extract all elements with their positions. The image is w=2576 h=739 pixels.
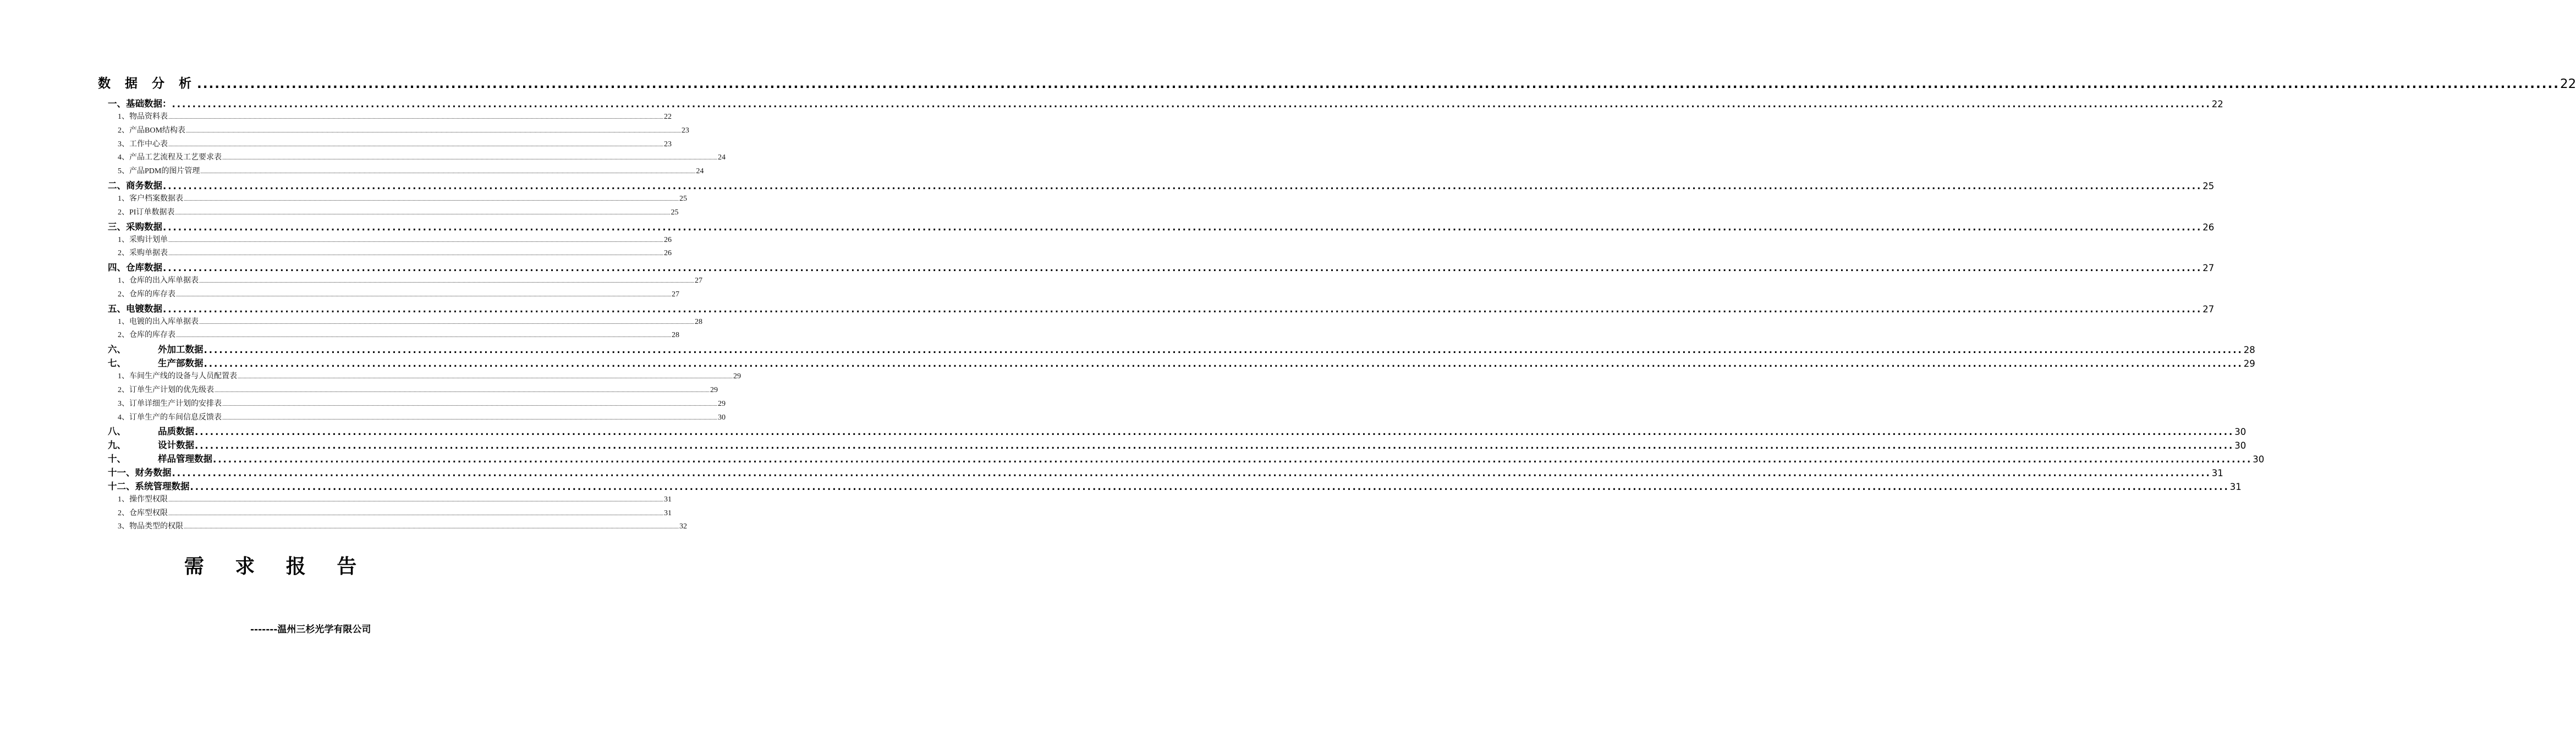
dot-leader: ................................................................................................................................................................................................................................................................................................................................................................................................................ bbox=[163, 222, 2202, 233]
toc-entry-page: 23 bbox=[681, 126, 689, 135]
toc-entry-title: 1、客户档案数据表 bbox=[118, 194, 183, 203]
toc-entry-page: 24 bbox=[696, 167, 704, 176]
toc-item-entry[interactable] bbox=[118, 206, 679, 217]
toc-entry-page: 27 bbox=[672, 290, 679, 299]
toc-entry-title: 2、订单生产计划的优先级表 bbox=[118, 385, 214, 394]
dot-leader: ................................................................................................................................................................................................................................................................................................................................................................................................................ bbox=[163, 263, 2202, 274]
toc-entry-title: 4、订单生产的车间信息反馈表 bbox=[118, 413, 222, 422]
toc-item-entry[interactable] bbox=[118, 274, 702, 285]
toc-entry-title: 1、操作型权限 bbox=[118, 495, 168, 504]
toc-entry-title: 1、仓库的出入库单据表 bbox=[118, 277, 199, 285]
toc-item-entry[interactable] bbox=[118, 384, 718, 395]
toc-section-entry[interactable] bbox=[108, 302, 2215, 315]
toc-section-entry[interactable] bbox=[108, 425, 2247, 438]
toc-entry-number: 八、 bbox=[108, 426, 126, 437]
dot-leader: ................................................................................................................................................................................................................................................................................................................................................................................................................ bbox=[163, 304, 2202, 315]
toc-entry-page: 32 bbox=[679, 522, 687, 531]
toc-item-entry[interactable] bbox=[118, 288, 679, 299]
toc-entry-page: 29 bbox=[718, 399, 726, 408]
dot-leader: ................................................................................................................................................................................................................................................................................................................................................................................................................ bbox=[204, 345, 2243, 356]
toc-item-entry[interactable] bbox=[118, 411, 726, 422]
dot-leader: ................................................................................................................................................................................................................................................................................................................................................................................................................ bbox=[176, 333, 671, 339]
toc-entry-page: 31 bbox=[664, 495, 672, 504]
toc-item-entry[interactable] bbox=[118, 247, 672, 258]
dot-leader: ................................................................................................................................................................................................................................................................................................................................................................................................................ bbox=[238, 374, 733, 379]
toc-entry-page: 30 bbox=[718, 413, 726, 422]
toc-entry-title: 1、车间生产线的设备与人员配置表 bbox=[118, 372, 237, 380]
dot-leader: ................................................................................................................................................................................................................................................................................................................................................................................................................ bbox=[222, 155, 717, 161]
dot-leader: ................................................................................................................................................................................................................................................................................................................................................................................................................ bbox=[199, 278, 694, 284]
toc-section-entry[interactable] bbox=[108, 480, 2242, 492]
toc-entry-number: 十、 bbox=[108, 454, 126, 465]
toc-entry-title bbox=[108, 356, 204, 369]
toc-section-entry[interactable] bbox=[108, 97, 2223, 109]
toc-entry-title: 1、电镀的出入库单据表 bbox=[118, 317, 199, 326]
toc-entry-title: 2、仓库的库存表 bbox=[118, 290, 175, 299]
toc-entry-title: 四、仓库数据 bbox=[108, 262, 162, 273]
toc-entry-number: 七、 bbox=[108, 358, 126, 369]
toc-entry-page: 29 bbox=[2243, 359, 2255, 370]
toc-item-entry[interactable] bbox=[118, 192, 687, 203]
toc-entry-page: 30 bbox=[2234, 427, 2247, 438]
toc-entry-page: 28 bbox=[672, 331, 679, 340]
dot-leader: ................................................................................................................................................................................................................................................................................................................................................................................................................ bbox=[197, 77, 2559, 91]
toc-entry-title: 3、物品类型的权限 bbox=[118, 522, 183, 531]
dot-leader: ................................................................................................................................................................................................................................................................................................................................................................................................................ bbox=[204, 359, 2243, 370]
dot-leader: ................................................................................................................................................................................................................................................................................................................................................................................................................ bbox=[190, 481, 2229, 492]
dot-leader: ................................................................................................................................................................................................................................................................................................................................................................................................................ bbox=[222, 401, 717, 407]
dot-leader: ................................................................................................................................................................................................................................................................................................................................................................................................................ bbox=[184, 196, 679, 202]
toc-item-entry[interactable] bbox=[118, 234, 672, 245]
dot-leader: ................................................................................................................................................................................................................................................................................................................................................................................................................ bbox=[168, 497, 663, 503]
toc-entry-text: 品质数据 bbox=[158, 426, 194, 437]
dot-leader: ................................................................................................................................................................................................................................................................................................................................................................................................................ bbox=[199, 319, 694, 325]
toc-heading-page: 22 bbox=[2559, 77, 2576, 91]
toc-entry-title: 4、产品工艺流程及工艺要求表 bbox=[118, 153, 222, 162]
toc-entry-page: 29 bbox=[710, 385, 718, 394]
toc-entry-page: 28 bbox=[2243, 345, 2255, 356]
toc-entry-page: 25 bbox=[679, 194, 687, 203]
toc-entry-number: 九、 bbox=[108, 440, 126, 451]
dot-leader: ................................................................................................................................................................................................................................................................................................................................................................................................................ bbox=[195, 427, 2234, 438]
dot-leader: ................................................................................................................................................................................................................................................................................................................................................................................................................ bbox=[172, 467, 2211, 478]
dot-leader: ................................................................................................................................................................................................................................................................................................................................................................................................................ bbox=[185, 128, 681, 134]
toc-item-entry[interactable] bbox=[118, 493, 672, 504]
toc-section-entry[interactable] bbox=[108, 466, 2223, 478]
toc-entry-title: 十二、系统管理数据 bbox=[108, 481, 190, 492]
toc-entry-page: 22 bbox=[664, 112, 672, 121]
dot-leader: ................................................................................................................................................................................................................................................................................................................................................................................................................ bbox=[215, 387, 710, 393]
dot-leader: ................................................................................................................................................................................................................................................................................................................................................................................................................ bbox=[222, 415, 717, 421]
toc-item-entry[interactable] bbox=[118, 507, 672, 518]
toc-entry-page: 30 bbox=[2253, 454, 2265, 465]
toc-item-entry[interactable] bbox=[118, 316, 702, 327]
dot-leader: ................................................................................................................................................................................................................................................................................................................................................................................................................ bbox=[168, 510, 663, 516]
toc-entry-title: 2、PI订单数据表 bbox=[118, 208, 175, 217]
toc-section-entry[interactable] bbox=[108, 439, 2247, 451]
toc-entry-text: 外加工数据 bbox=[158, 344, 204, 355]
toc-entry-title bbox=[108, 342, 204, 355]
toc-entry-page: 28 bbox=[695, 317, 702, 326]
toc-entry-title bbox=[108, 451, 212, 465]
report-title: 需 求 报 告 bbox=[184, 555, 369, 578]
dot-leader: ................................................................................................................................................................................................................................................................................................................................................................................................................ bbox=[168, 141, 663, 147]
toc-item-entry[interactable] bbox=[118, 138, 672, 149]
dot-leader: ................................................................................................................................................................................................................................................................................................................................................................................................................ bbox=[200, 169, 696, 175]
toc-entry-page: 23 bbox=[664, 140, 672, 148]
toc-entry-title: 三、采购数据 bbox=[108, 221, 162, 232]
toc-section-entry[interactable] bbox=[108, 179, 2215, 192]
toc-entry-title: 一、基础数据： bbox=[108, 98, 172, 109]
toc-item-entry[interactable] bbox=[118, 398, 726, 409]
toc-heading[interactable] bbox=[98, 76, 2576, 91]
toc-item-entry[interactable] bbox=[118, 124, 689, 135]
dot-leader: ................................................................................................................................................................................................................................................................................................................................................................................................................ bbox=[172, 99, 2211, 109]
toc-entry-page: 26 bbox=[2202, 222, 2215, 233]
toc-entry-title: 1、物品资料表 bbox=[118, 112, 168, 121]
dot-leader: ................................................................................................................................................................................................................................................................................................................................................................................................................ bbox=[184, 524, 679, 530]
toc-entry-page: 30 bbox=[2234, 440, 2247, 451]
dot-leader: ................................................................................................................................................................................................................................................................................................................................................................................................................ bbox=[213, 454, 2253, 465]
toc-entry-page: 25 bbox=[671, 208, 679, 217]
toc-entry-page: 26 bbox=[664, 235, 672, 244]
toc-entry-page: 27 bbox=[695, 277, 702, 285]
toc-section-entry[interactable] bbox=[108, 453, 2265, 465]
toc-entry-title: 2、仓库型权限 bbox=[118, 509, 168, 517]
dot-leader: ................................................................................................................................................................................................................................................................................................................................................................................................................ bbox=[175, 209, 671, 216]
dot-leader: ................................................................................................................................................................................................................................................................................................................................................................................................................ bbox=[176, 291, 671, 297]
toc-section-entry[interactable] bbox=[108, 357, 2255, 370]
toc-entry-number: 六、 bbox=[108, 344, 126, 355]
toc-entry-title bbox=[108, 424, 194, 437]
toc-entry-title: 二、商务数据 bbox=[108, 180, 162, 191]
toc-entry-page: 24 bbox=[718, 153, 726, 162]
toc-heading-title: 数 据 分 析 bbox=[98, 76, 197, 91]
dot-leader: ................................................................................................................................................................................................................................................................................................................................................................................................................ bbox=[195, 440, 2234, 451]
toc-entry-title: 3、订单详细生产计划的安排表 bbox=[118, 399, 222, 408]
toc-item-entry[interactable] bbox=[118, 520, 687, 531]
toc-entry-page: 27 bbox=[2202, 263, 2215, 274]
toc-item-entry[interactable] bbox=[118, 165, 704, 176]
toc-entry-title: 1、采购计划单 bbox=[118, 235, 168, 244]
toc-item-entry[interactable] bbox=[118, 151, 726, 162]
toc-entry-page: 25 bbox=[2202, 181, 2215, 192]
toc-item-entry[interactable] bbox=[118, 329, 679, 340]
toc-entry-title: 2、产品BOM结构表 bbox=[118, 126, 185, 135]
toc-entry-page: 22 bbox=[2211, 99, 2223, 109]
company-name: -------温州三杉光学有限公司 bbox=[250, 624, 371, 635]
toc-entry-page: 26 bbox=[664, 249, 672, 258]
dot-leader: ................................................................................................................................................................................................................................................................................................................................................................................................................ bbox=[168, 251, 663, 257]
toc-entry-title: 十一、财务数据 bbox=[108, 467, 172, 478]
dot-leader: ................................................................................................................................................................................................................................................................................................................................................................................................................ bbox=[168, 237, 663, 243]
toc-item-entry[interactable] bbox=[118, 111, 672, 122]
toc-entry-text: 生产部数据 bbox=[158, 358, 204, 369]
toc-entry-page: 29 bbox=[733, 372, 741, 380]
toc-entry-title: 5、产品PDM的图片管理 bbox=[118, 167, 200, 176]
toc-entry-title: 3、工作中心表 bbox=[118, 140, 168, 148]
toc-entry-text: 设计数据 bbox=[158, 440, 194, 451]
dot-leader: ................................................................................................................................................................................................................................................................................................................................................................................................................ bbox=[163, 181, 2202, 192]
toc-entry-title: 2、仓库的库存表 bbox=[118, 331, 175, 340]
toc-entry-text: 样品管理数据 bbox=[158, 454, 212, 465]
dot-leader: ................................................................................................................................................................................................................................................................................................................................................................................................................ bbox=[168, 114, 663, 120]
toc-entry-title: 五、电镀数据 bbox=[108, 303, 162, 314]
toc-entry-page: 31 bbox=[2229, 481, 2242, 492]
toc-section-entry[interactable] bbox=[108, 220, 2215, 233]
toc-entry-title bbox=[108, 438, 194, 451]
toc-entry-title: 2、采购单据表 bbox=[118, 249, 168, 258]
toc-entry-page: 31 bbox=[664, 509, 672, 517]
toc-item-entry[interactable] bbox=[118, 370, 741, 381]
toc-entry-page: 27 bbox=[2202, 304, 2215, 315]
toc-entry-page: 31 bbox=[2211, 467, 2223, 478]
toc-section-entry[interactable] bbox=[108, 343, 2255, 356]
toc-section-entry[interactable] bbox=[108, 261, 2215, 274]
